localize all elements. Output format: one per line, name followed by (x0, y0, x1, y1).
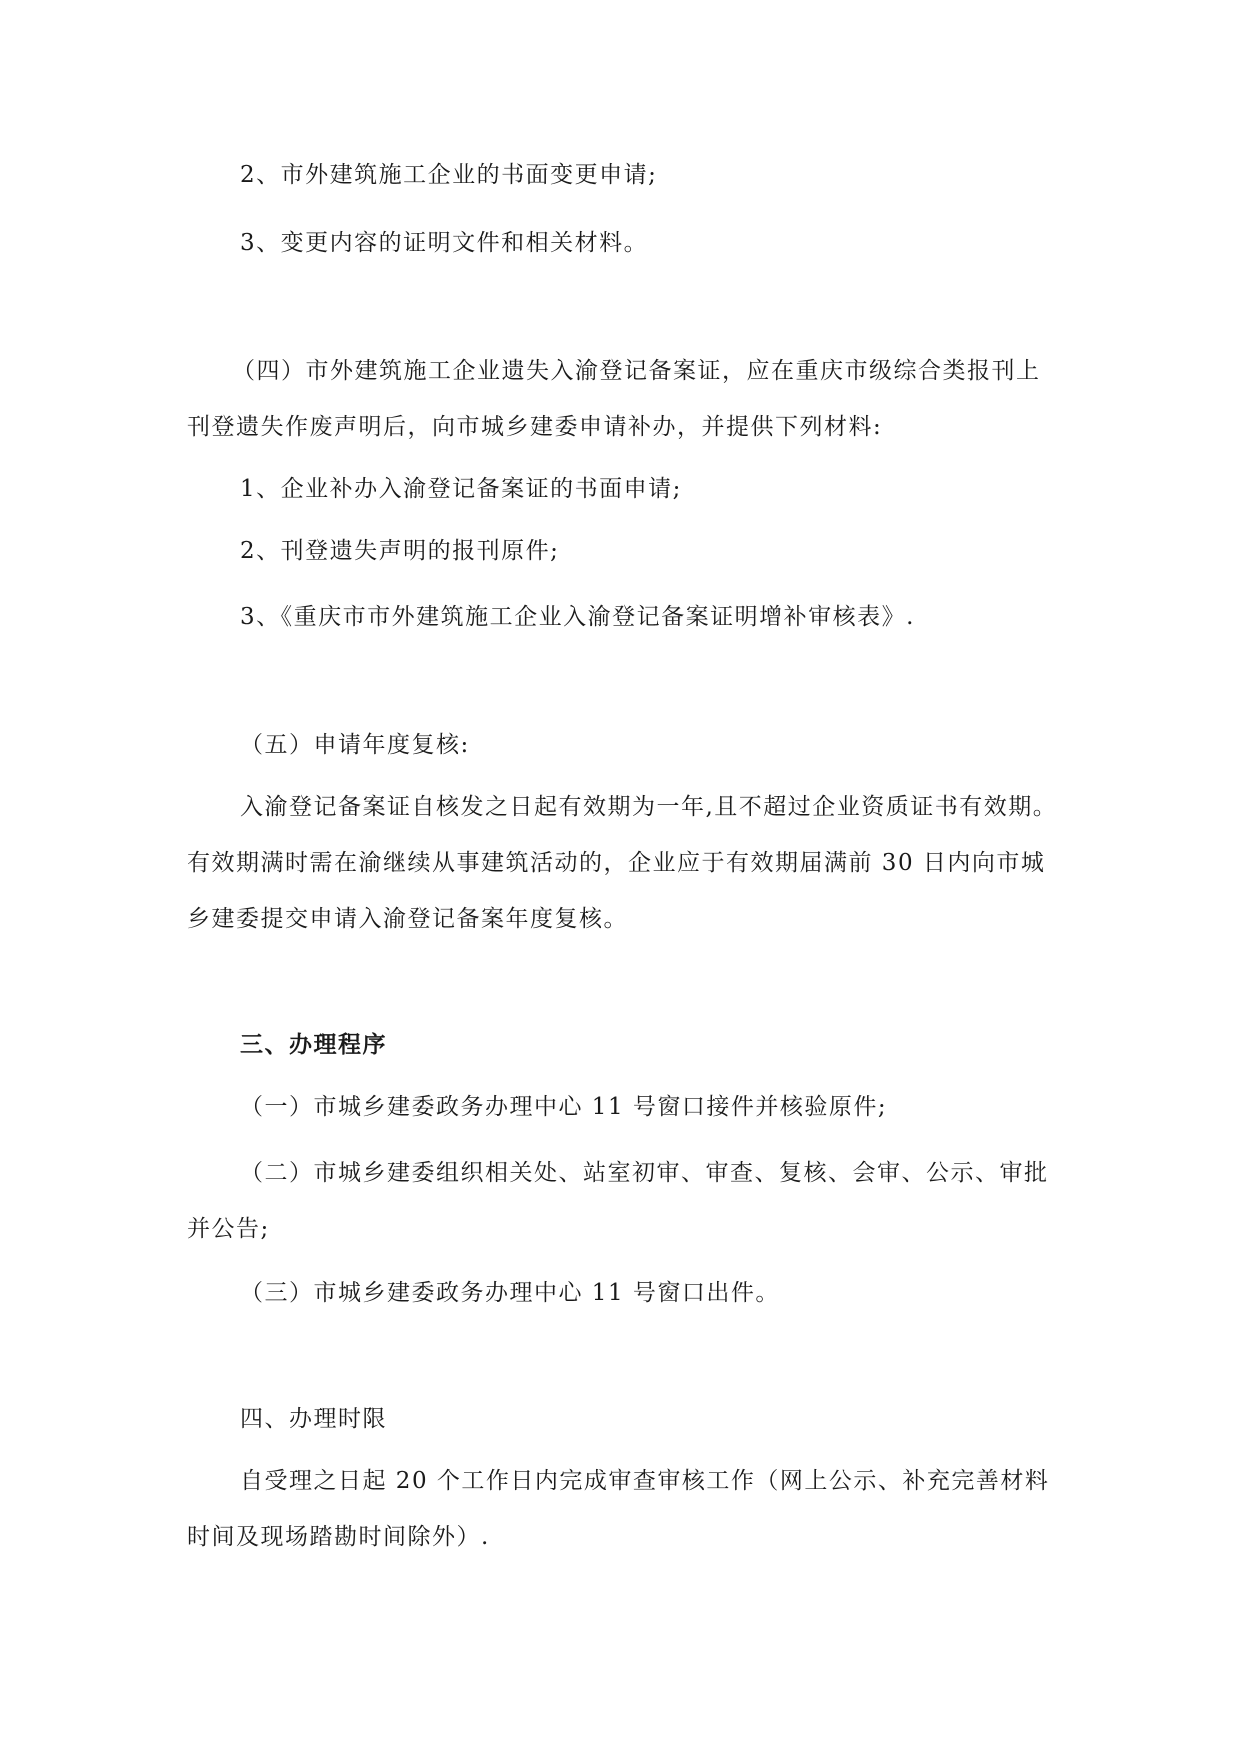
list-item-2-newspaper-original: 2、刊登遗失声明的报刊原件; (240, 538, 560, 564)
list-item-1-reissue-application: 1、企业补办入渝登记备案证的书面申请; (240, 476, 682, 502)
section-4-paragraph-line-1: （四）市外建筑施工企业遗失入渝登记备案证，应在重庆市级综合类报刊上 (232, 358, 1041, 384)
time-limit-paragraph-line-2: 时间及现场踏勘时间除外）. (187, 1524, 490, 1550)
list-item-2-change-application: 2、市外建筑施工企业的书面变更申请; (240, 162, 658, 188)
heading-procedure: 三、办理程序 (240, 1031, 387, 1058)
section-5-paragraph-line-3: 乡建委提交申请入渝登记备案年度复核。 (187, 906, 628, 932)
time-limit-paragraph-line-1: 自受理之日起 20 个工作日内完成审查审核工作（网上公示、补充完善材料 (240, 1468, 1050, 1494)
section-5-paragraph-line-2: 有效期满时需在渝继续从事建筑活动的，企业应于有效期届满前 30 日内向市城 (187, 850, 1046, 876)
procedure-step-3: （三）市城乡建委政务办理中心 11 号窗口出件。 (240, 1280, 780, 1306)
list-item-3-review-form: 3、《重庆市市外建筑施工企业入渝登记备案证明增补审核表》. (240, 604, 915, 630)
list-item-3-change-proof: 3、变更内容的证明文件和相关材料。 (240, 230, 649, 256)
section-5-heading: （五）申请年度复核: (240, 732, 470, 758)
section-4-paragraph-line-2: 刊登遗失作废声明后，向市城乡建委申请补办，并提供下列材料: (187, 414, 883, 440)
procedure-step-2-line-2: 并公告; (187, 1216, 270, 1242)
procedure-step-1: （一）市城乡建委政务办理中心 11 号窗口接件并核验原件; (240, 1094, 888, 1120)
procedure-step-2-line-1: （二）市城乡建委组织相关处、站室初审、审查、复核、会审、公示、审批 (240, 1160, 1049, 1186)
section-5-paragraph-line-1: 入渝登记备案证自核发之日起有效期为一年,且不超过企业资质证书有效期。 (240, 794, 1058, 820)
heading-time-limit: 四、办理时限 (240, 1406, 387, 1432)
